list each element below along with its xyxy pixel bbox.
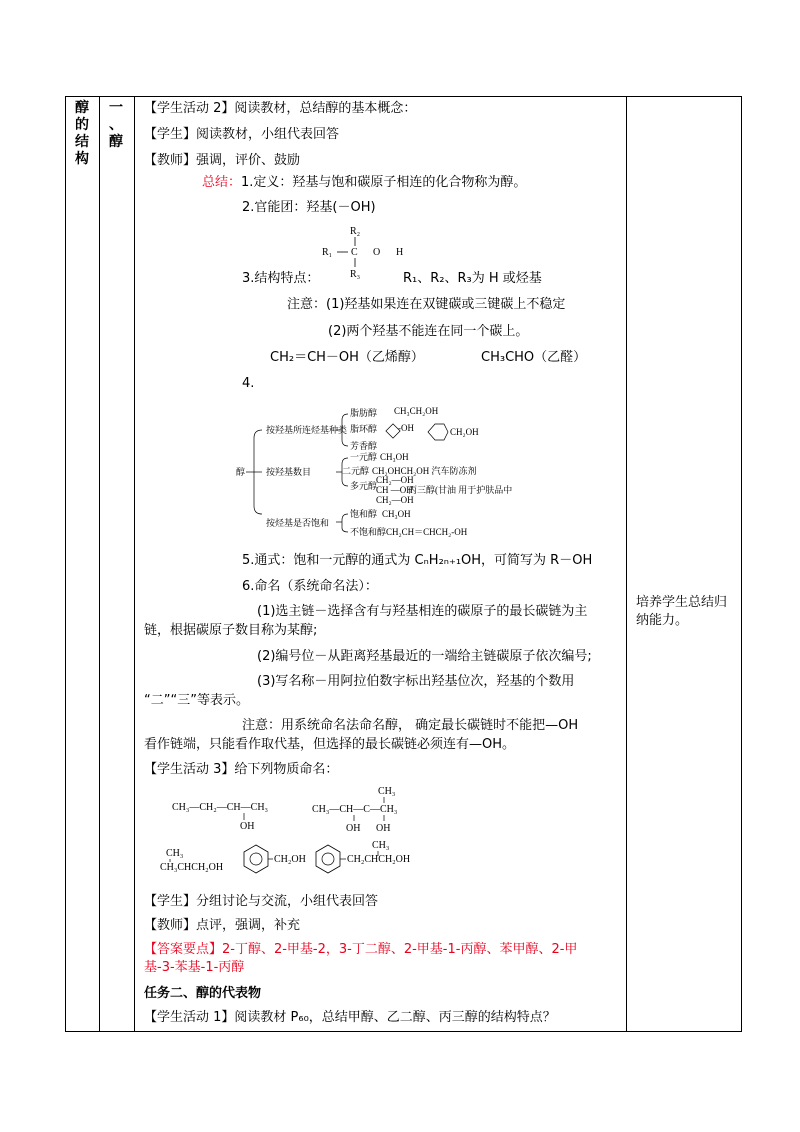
svg-text:CH₂OH: CH₂OH: [274, 854, 306, 865]
svg-text:CH₃—CH—C—CH₃: CH₃—CH—C—CH₃: [312, 804, 398, 815]
svg-text:OH: OH: [376, 823, 391, 834]
svg-text:-OH: -OH: [398, 423, 414, 433]
svg-text:不饱和醇: 不饱和醇: [350, 527, 387, 537]
column-divider: [134, 96, 135, 1032]
subsection-label: 一 、 醇: [109, 100, 123, 150]
naming-note-a: 注意：用系统命名法命名醇， 确定最长碳链时不能把—OH: [242, 718, 579, 733]
svg-text:二元醇: 二元醇: [342, 466, 370, 476]
svg-text:OH: OH: [240, 821, 255, 832]
teaching-goal: 培养学生总结归纳能力。: [636, 595, 728, 628]
task-2-heading: 任务二、醇的代表物: [144, 986, 262, 1001]
svg-text:OH: OH: [346, 823, 361, 834]
note-2: (2)两个羟基不能连在同一个碳上。: [328, 324, 529, 339]
summary-label: 总结：: [202, 175, 242, 190]
molecules-to-name: [160, 782, 600, 882]
svg-text:R₁: R₁: [322, 247, 333, 258]
naming-rule-2: (2)编号位－从距离羟基最近的一端给主链碳原子依次编号;: [257, 649, 592, 664]
student-line: 【学生】阅读教材，小组代表回答: [144, 127, 340, 142]
naming-rule-3b: “二”“三”等表示。: [144, 693, 249, 708]
general-formula: 5.通式：饱和一元醇的通式为 CₙH₂ₙ₊₁OH，可简写为 R－OH: [242, 553, 593, 568]
column-divider: [626, 96, 627, 1032]
svg-text:CH₂CHCH₂OH: CH₂CHCH₂OH: [347, 854, 411, 865]
answer-key-b: 基-3-苯基-1-丙醇: [144, 960, 245, 975]
svg-text:R₃: R₃: [350, 269, 361, 280]
alcohol-structure: [318, 222, 408, 280]
functional-group: 2.官能团：羟基(－OH): [242, 200, 376, 215]
section-label: 醇 的 结 构: [75, 100, 89, 167]
svg-text:CH —OH: CH —OH: [376, 485, 413, 495]
svg-text:按羟基所连烃基种类: 按羟基所连烃基种类: [266, 425, 348, 435]
svg-text:CH₃: CH₃: [378, 786, 396, 797]
activity-2: 【学生活动 2】阅读教材，总结醇的基本概念：: [144, 101, 417, 116]
note-1: 注意：(1)羟基如果连在双键碳或三键碳上不稳定: [287, 297, 566, 312]
svg-text:CH₃: CH₃: [166, 848, 184, 859]
svg-text:C: C: [351, 247, 358, 258]
teacher-line: 【教师】强调，评价、鼓励: [144, 153, 301, 168]
svg-text:丙三醇(甘油 用于护肤品中: 丙三醇(甘油 用于护肤品中: [408, 485, 512, 495]
svg-text:CH₃CHCH₂OH: CH₃CHCH₂OH: [160, 862, 224, 873]
svg-text:CH₃OH: CH₃OH: [380, 452, 409, 462]
definition: 1.定义：羟基与饱和碳原子相连的化合物称为醇。: [241, 175, 527, 190]
naming-heading: 6.命名（系统命名法）：: [242, 579, 378, 594]
naming-rule-1b: 链，根据碳原子数目称为某醇;: [144, 623, 318, 638]
svg-text:按羟基数目: 按羟基数目: [266, 467, 312, 477]
svg-text:一元醇: 一元醇: [350, 452, 378, 462]
svg-text:CH₃OH: CH₃OH: [382, 509, 411, 519]
column-divider: [99, 96, 100, 1032]
naming-rule-3a: (3)写名称－用阿拉伯数字标出羟基位次，羟基的个数用: [257, 674, 575, 689]
summary-line: [202, 174, 526, 192]
student-discussion: 【学生】分组讨论与交流，小组代表回答: [144, 894, 379, 909]
structure-feature: 3.结构特点：: [242, 271, 320, 286]
svg-text:多元醇: 多元醇: [350, 481, 378, 491]
svg-text:醇: 醇: [236, 467, 246, 477]
naming-rule-1a: (1)选主链－选择含有与羟基相连的碳原子的最长碳链为主: [257, 604, 588, 619]
svg-text:脂肪醇: 脂肪醇: [350, 408, 378, 418]
classification-heading: 4.: [242, 376, 255, 391]
naming-note-b: 看作链端，只能看作取代基，但选择的最长碳链必须连有—OH。: [144, 737, 516, 752]
activity-3: 【学生活动 3】给下列物质命名：: [144, 762, 339, 777]
svg-text:CH₂CH＝CHCH₂-OH: CH₂CH＝CHCH₂-OH: [386, 527, 468, 537]
svg-text:饱和醇: 饱和醇: [350, 509, 378, 519]
svg-text:芳香醇: 芳香醇: [350, 441, 378, 451]
teacher-comment: 【教师】点评，强调，补充: [144, 918, 301, 933]
svg-text:CH₂—OH: CH₂—OH: [376, 475, 414, 485]
svg-text:H: H: [396, 247, 404, 258]
classification-tree: [232, 402, 512, 542]
svg-text:CH₂OH: CH₂OH: [450, 427, 479, 437]
acetaldehyde: CH₃CHO（乙醛）: [481, 350, 587, 365]
r-groups: R₁、R₂、R₃为 H 或烃基: [403, 271, 542, 286]
svg-text:按烃基是否饱和: 按烃基是否饱和: [266, 518, 330, 528]
svg-text:CH₂OHCH₂OH 汽车防冻剂: CH₂OHCH₂OH 汽车防冻剂: [372, 466, 477, 476]
svg-text:R₂: R₂: [350, 226, 361, 237]
answer-key-a: 【答案要点】2-丁醇、2-甲基-2，3-丁二醇、2-甲基-1-丙醇、苯甲醇、2-甲: [144, 942, 578, 957]
svg-text:CH₂—OH: CH₂—OH: [376, 495, 414, 505]
svg-text:CH₃—CH₂—CH—CH₃: CH₃—CH₂—CH—CH₃: [172, 802, 269, 813]
activity-1: 【学生活动 1】阅读教材 P₆₀，总结甲醇、乙二醇、丙三醇的结构特点？: [144, 1010, 556, 1025]
svg-text:O: O: [373, 247, 381, 258]
svg-text:脂环醇: 脂环醇: [350, 424, 378, 434]
svg-text:CH₃: CH₃: [372, 840, 390, 851]
vinyl-alcohol: CH₂＝CH－OH（乙烯醇）: [270, 350, 424, 365]
svg-text:CH₃CH₂OH: CH₃CH₂OH: [394, 406, 439, 416]
